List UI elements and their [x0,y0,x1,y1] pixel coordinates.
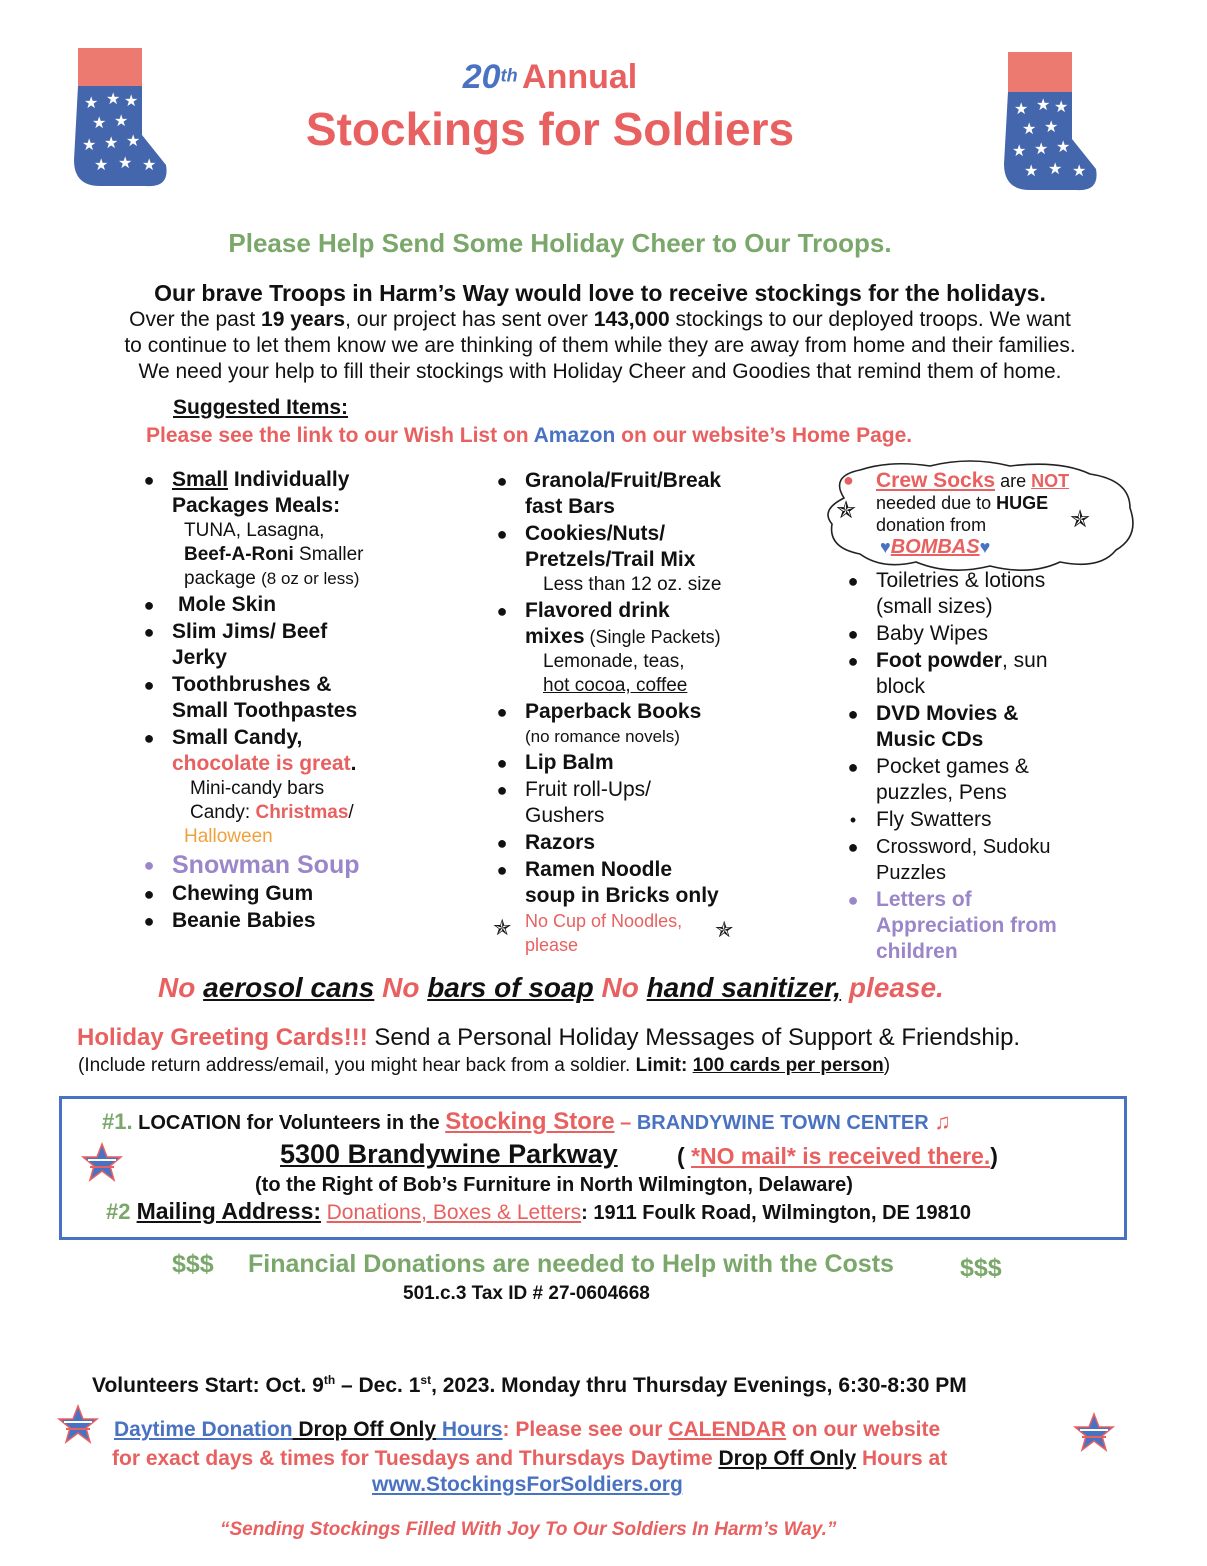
list-item: ● Chewing Gum [139,881,439,907]
list-item: ● Lip Balm [492,750,792,776]
annual-word: Annual [522,58,638,96]
svg-text:★: ★ [118,153,133,172]
column-2 [492,468,792,958]
stocking-icon-left [70,40,170,195]
black-star-icon: ✯ [1070,506,1091,533]
svg-text:★: ★ [1022,119,1037,138]
svg-text:★: ★ [84,93,99,112]
calendar-link[interactable]: CALENDAR [668,1418,787,1441]
bullet-icon: • [849,810,857,830]
bullet-icon: ● [847,837,859,857]
store-address: 5300 Brandywine Parkway [280,1139,618,1169]
annual-number: 20 [462,58,501,96]
bullet-icon: ● [496,833,508,853]
bullet-icon: ● [496,471,508,491]
bullet-icon: ● [847,651,859,671]
list-item: ● Small Individually Packages Meals: TUNA, Lasagna, Beef-A-Roni Smaller package (8 oz or less) [139,467,439,591]
cards-note: (Include return address/email, you might hear back from a soldier. Limit: 100 cards per person) [78,1055,891,1076]
flag-star-icon [56,1404,100,1449]
svg-text:★: ★ [106,89,121,108]
svg-text:★: ★ [124,91,139,110]
list-item: ● Flavored drink mixes (Single Packets) Lemonade, teas, hot cocoa, coffee [492,598,792,698]
svg-text:★: ★ [114,111,129,130]
svg-text:★: ★ [1044,117,1059,136]
dollar-left: $$$ [172,1250,214,1278]
intro-line3: to continue to let them know we are thinking of them while they are away from home and their families. [124,334,1076,357]
black-star-icon: ✯ [715,917,734,942]
flag-star-icon [80,1142,124,1187]
svg-text:★: ★ [142,155,157,174]
svg-text:★: ★ [1034,139,1049,158]
svg-text:★: ★ [94,155,109,174]
cloud-text: Crew Socks are NOT needed due to HUGE donation from ♥BOMBAS♥ [876,469,1070,558]
intro [50,279,1150,385]
bullet-icon: ● [143,884,155,904]
svg-text:★: ★ [1012,141,1027,160]
list-item: ● Toiletries & lotions (small sizes) [843,568,1143,620]
svg-text:★: ★ [92,113,107,132]
svg-text:★: ★ [1048,159,1063,178]
list-item: ● Paperback Books (no romance novels) [492,699,792,749]
list-item: ● Pocket games & puzzles, Pens [843,754,1143,806]
finance-text: Financial Donations are needed to Help with the Costs [248,1250,894,1278]
store-directions: (to the Right of Bob’s Furniture in North Wilmington, Delaware) [255,1174,853,1196]
list-item: ● Beanie Babies [139,908,439,934]
bullet-icon: ● [143,675,155,695]
list-item: ● Crossword, Sudoku Puzzles [843,834,1143,886]
bullet-icon: ● [847,704,859,724]
no-items-line: No aerosol cans No bars of soap No hand sanitizer, please. [158,972,944,1003]
bullet-icon: ● [143,911,155,931]
svg-text:★: ★ [1072,161,1087,180]
annual-sup: th [500,65,518,86]
tagline: Please Help Send Some Holiday Cheer to Our Troops. [228,228,892,258]
cards-line: Holiday Greeting Cards!!! Send a Personal Holiday Messages of Support & Friendship. [77,1024,1021,1051]
svg-text:★: ★ [1036,95,1051,114]
heart-icon: ♥ [880,537,891,557]
svg-text:★: ★ [82,135,97,154]
no-mail-note: ( *NO mail* is received there.) [677,1143,998,1169]
bullet-icon: ● [143,595,155,615]
list-item: ● Fruit roll-Ups/ Gushers [492,777,792,829]
list-item: ● DVD Movies & Music CDs [843,701,1143,753]
bullet-icon: ● [496,753,508,773]
list-item: ● Snowman Soup [139,850,439,880]
list-item: • Fly Swatters [843,807,1143,833]
list-item: ● Baby Wipes [843,621,1143,647]
music-note-icon: ♫ [934,1109,951,1134]
website-link[interactable]: www.StockingsForSoldiers.org [372,1473,683,1496]
daytime-line1: Daytime Donation Drop Off Only Hours: Please see our CALENDAR on our website [114,1418,941,1441]
stocking-icon-right [1000,44,1100,199]
heart-icon: ♥ [979,537,991,557]
list-item: ● Small Candy, chocolate is great. Mini-candy bars Candy: Christmas/ Halloween [139,725,439,849]
black-star-icon: ✯ [493,915,512,940]
intro-line4: We need your help to fill their stockings with Holiday Cheer and Goodies that remind them of home. [138,360,1062,383]
volunteers-line: Volunteers Start: Oct. 9th – Dec. 1st, 2023. Monday thru Thursday Evenings, 6:30-8:30 PM [92,1373,967,1397]
column-1 [139,467,439,935]
svg-text:★: ★ [1054,97,1069,116]
svg-text:★: ★ [104,133,119,152]
stocking-store-link[interactable]: Stocking Store [445,1108,615,1135]
bullet-icon: ● [143,855,155,875]
list-item: ● Letters of Appreciation from children [843,887,1143,965]
svg-text:★: ★ [1056,137,1071,156]
column-3 [843,568,1143,966]
suggested-heading: Suggested Items: [173,396,349,419]
list-item: ● Cookies/Nuts/ Pretzels/Trail Mix Less than 12 oz. size [492,521,792,597]
list-item: ● Mole Skin [139,592,439,618]
daytime-line2: for exact days & times for Tuesdays and Thursdays Daytime Drop Off Only Hours at [112,1447,948,1470]
header-annual [300,58,800,97]
tax-id: 501.c.3 Tax ID # 27-0604668 [403,1283,650,1304]
list-item: ● Razors [492,830,792,856]
list-item: ● Granola/Fruit/Break fast Bars [492,468,792,520]
list-item: ● Foot powder, sun block [843,648,1143,700]
footer-quote: “Sending Stockings Filled With Joy To Our Soldiers In Harm’s Way.” [220,1519,837,1540]
list-item: ● Toothbrushes & Small Toothpastes [139,672,439,724]
amazon-link[interactable]: Amazon [533,424,616,447]
bullet-icon: ● [843,470,854,490]
bullet-icon: ● [496,780,508,800]
bullet-icon: ● [143,622,155,642]
bullet-icon: ● [496,524,508,544]
bullet-icon: ● [496,702,508,722]
bullet-icon: ● [847,890,859,910]
bullet-icon: ● [847,571,859,591]
svg-text:★: ★ [1014,99,1029,118]
list-item: ● Slim Jims/ Beef Jerky [139,619,439,671]
location-line1: #1. LOCATION for Volunteers in the Stocking Store – BRANDYWINE TOWN CENTER ♫ [102,1108,951,1135]
dollar-right: $$$ [960,1254,1002,1282]
intro-line2: Over the past 19 years, our project has sent over 143,000 stockings to our deployed troops. We want [129,308,1071,331]
black-star-icon: ✯ [836,497,857,524]
bullet-icon: ● [496,601,508,621]
mailing-line: #2 Mailing Address: Donations, Boxes & Letters: 1911 Foulk Road, Wilmington, DE 19810 [106,1198,972,1224]
intro-line1: Our brave Troops in Harm’s Way would love to receive stockings for the holidays. [154,280,1046,306]
bullet-icon: ● [847,757,859,777]
wish-list-line: Please see the link to our Wish List on Amazon on our website’s Home Page. [146,424,913,447]
bullet-icon: ● [143,728,155,748]
page-title: Stockings for Soldiers [305,103,795,155]
list-item: ● Ramen Noodle soup in Bricks only No Cup of Noodles, please [492,857,792,957]
bullet-icon: ● [496,860,508,880]
flag-star-icon [1072,1412,1116,1457]
svg-text:★: ★ [1024,161,1039,180]
cards-title: Holiday Greeting Cards!!! [77,1024,368,1051]
svg-text:★: ★ [126,131,141,150]
bullet-icon: ● [847,624,859,644]
bullet-icon: ● [143,470,155,490]
